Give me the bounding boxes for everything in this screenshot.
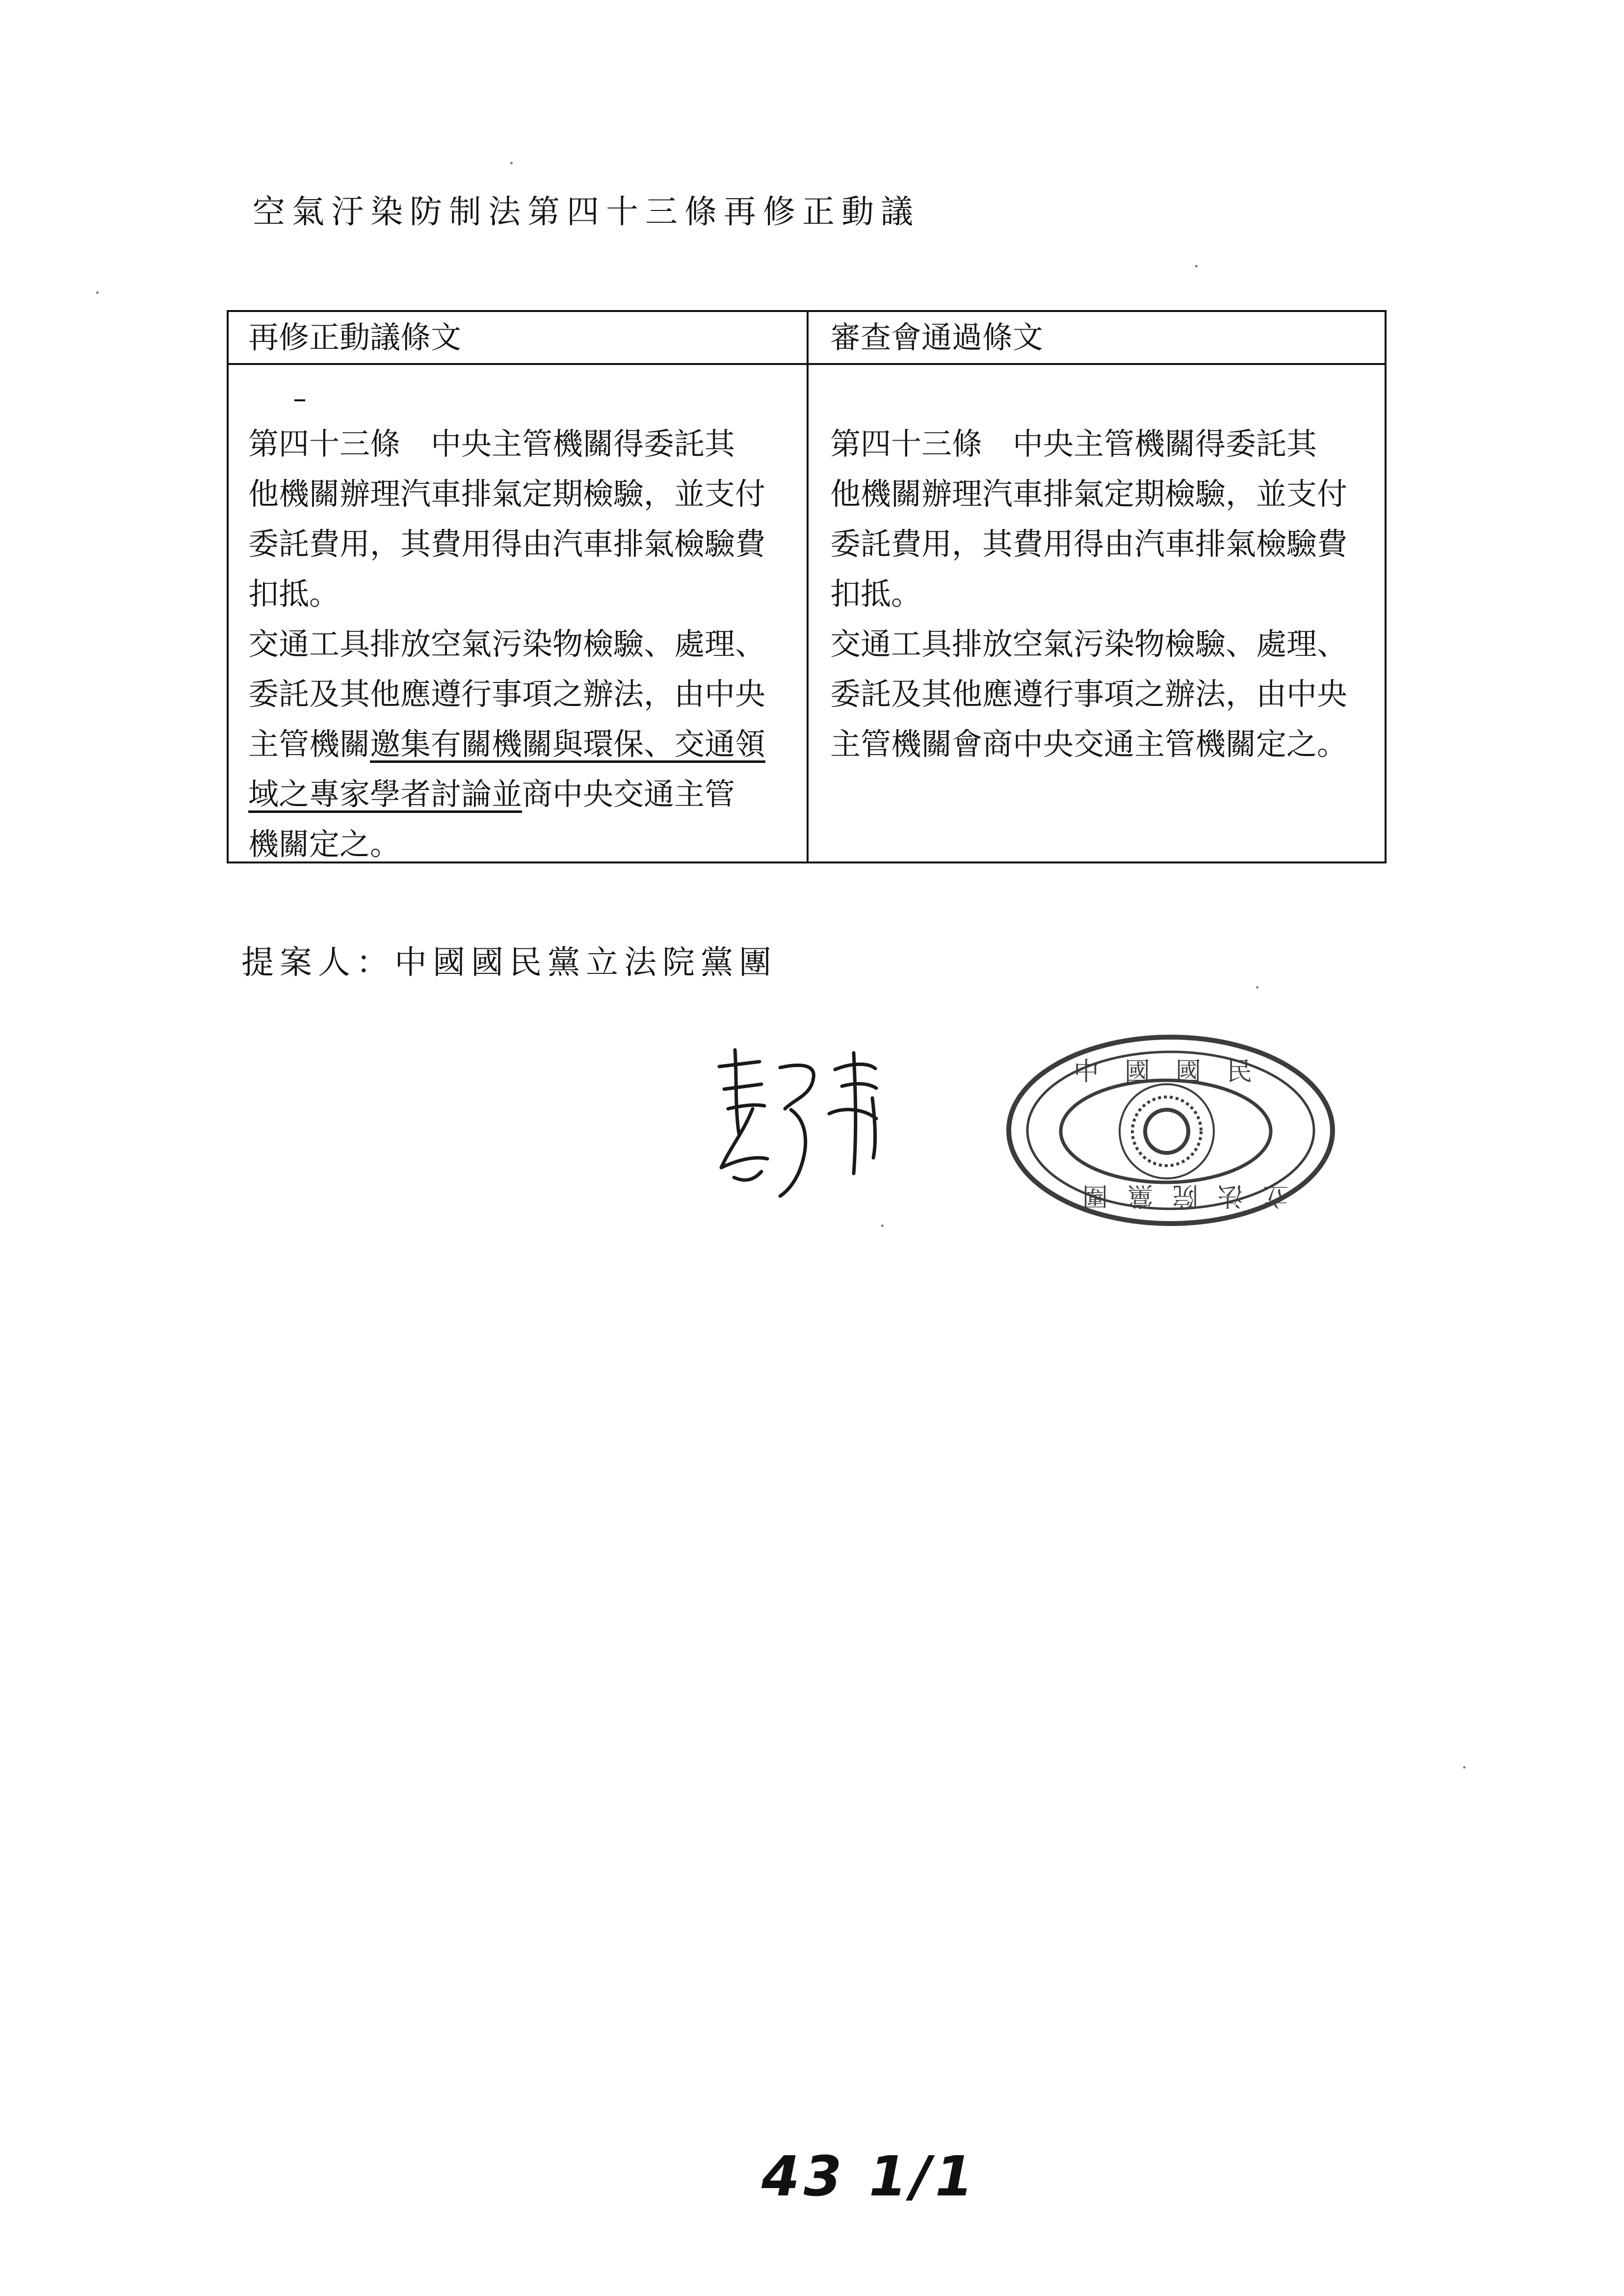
text-line [248,719,802,769]
scan-speck [1256,986,1258,989]
scan-speck [510,162,513,164]
document-title: 空氣汙染防制法第四十三條再修正動議 [253,193,920,231]
text-line: 第四十三條 中央主管機關得委託其 [248,426,735,462]
text-line: 扣抵。 [830,576,922,612]
scan-speck [881,1225,884,1227]
header-committee-version: 審查會通過條文 [830,319,1044,355]
text-line: 扣抵。 [248,576,340,612]
table-header-divider [229,363,1385,365]
text-line: 他機關辦理汽車排氣定期檢驗，並支付 [248,476,766,512]
handwritten-signature [707,1035,922,1212]
text-line: 委託及其他應遵行事項之辦法，由中央 [830,676,1348,712]
text-line: 交通工具排放空氣污染物檢驗、處理、 [830,626,1348,662]
proposer-line: 提案人：中國國民黨立法院黨團 [241,943,777,981]
text-line: 交通工具排放空氣污染物檢驗、處理、 [248,626,766,662]
header-revised-motion: 再修正動議條文 [248,319,462,355]
table-column-divider [807,312,809,861]
scan-speck [1195,265,1198,267]
text-line [248,769,802,819]
text-line: 委託費用，其費用得由汽車排氣檢驗費 [830,526,1348,562]
text-line: 主管機關會商中央交通主管機關定之。 [830,726,1348,762]
text-segment: 主管機關 [248,726,370,762]
page-number: 43 1/1 [761,2145,977,2209]
party-seal [999,1026,1342,1232]
amended-text: 邀集有關機關與環保、交通領 [370,726,766,762]
text-line: 他機關辦理汽車排氣定期檢驗，並支付 [830,476,1348,512]
scan-speck [1463,1766,1466,1769]
amended-text: 域之專家學者討論並 [248,776,523,812]
text-line: 委託及其他應遵行事項之辦法，由中央 [248,676,766,712]
text-line: 委託費用，其費用得由汽車排氣檢驗費 [248,526,766,562]
revised-motion-text [248,419,802,869]
stray-mark [294,399,305,401]
comparison-table [227,310,1387,863]
committee-version-text [830,419,1384,769]
text-segment: 商中央交通主管 [522,776,735,812]
seal-bottom-text: 立法院黨團 [1062,1181,1289,1210]
seal-top-text: 中國國民 [1073,1057,1278,1087]
text-line: 第四十三條 中央主管機關得委託其 [830,426,1317,462]
scan-speck [96,291,99,294]
text-line: 機關定之。 [248,826,401,862]
